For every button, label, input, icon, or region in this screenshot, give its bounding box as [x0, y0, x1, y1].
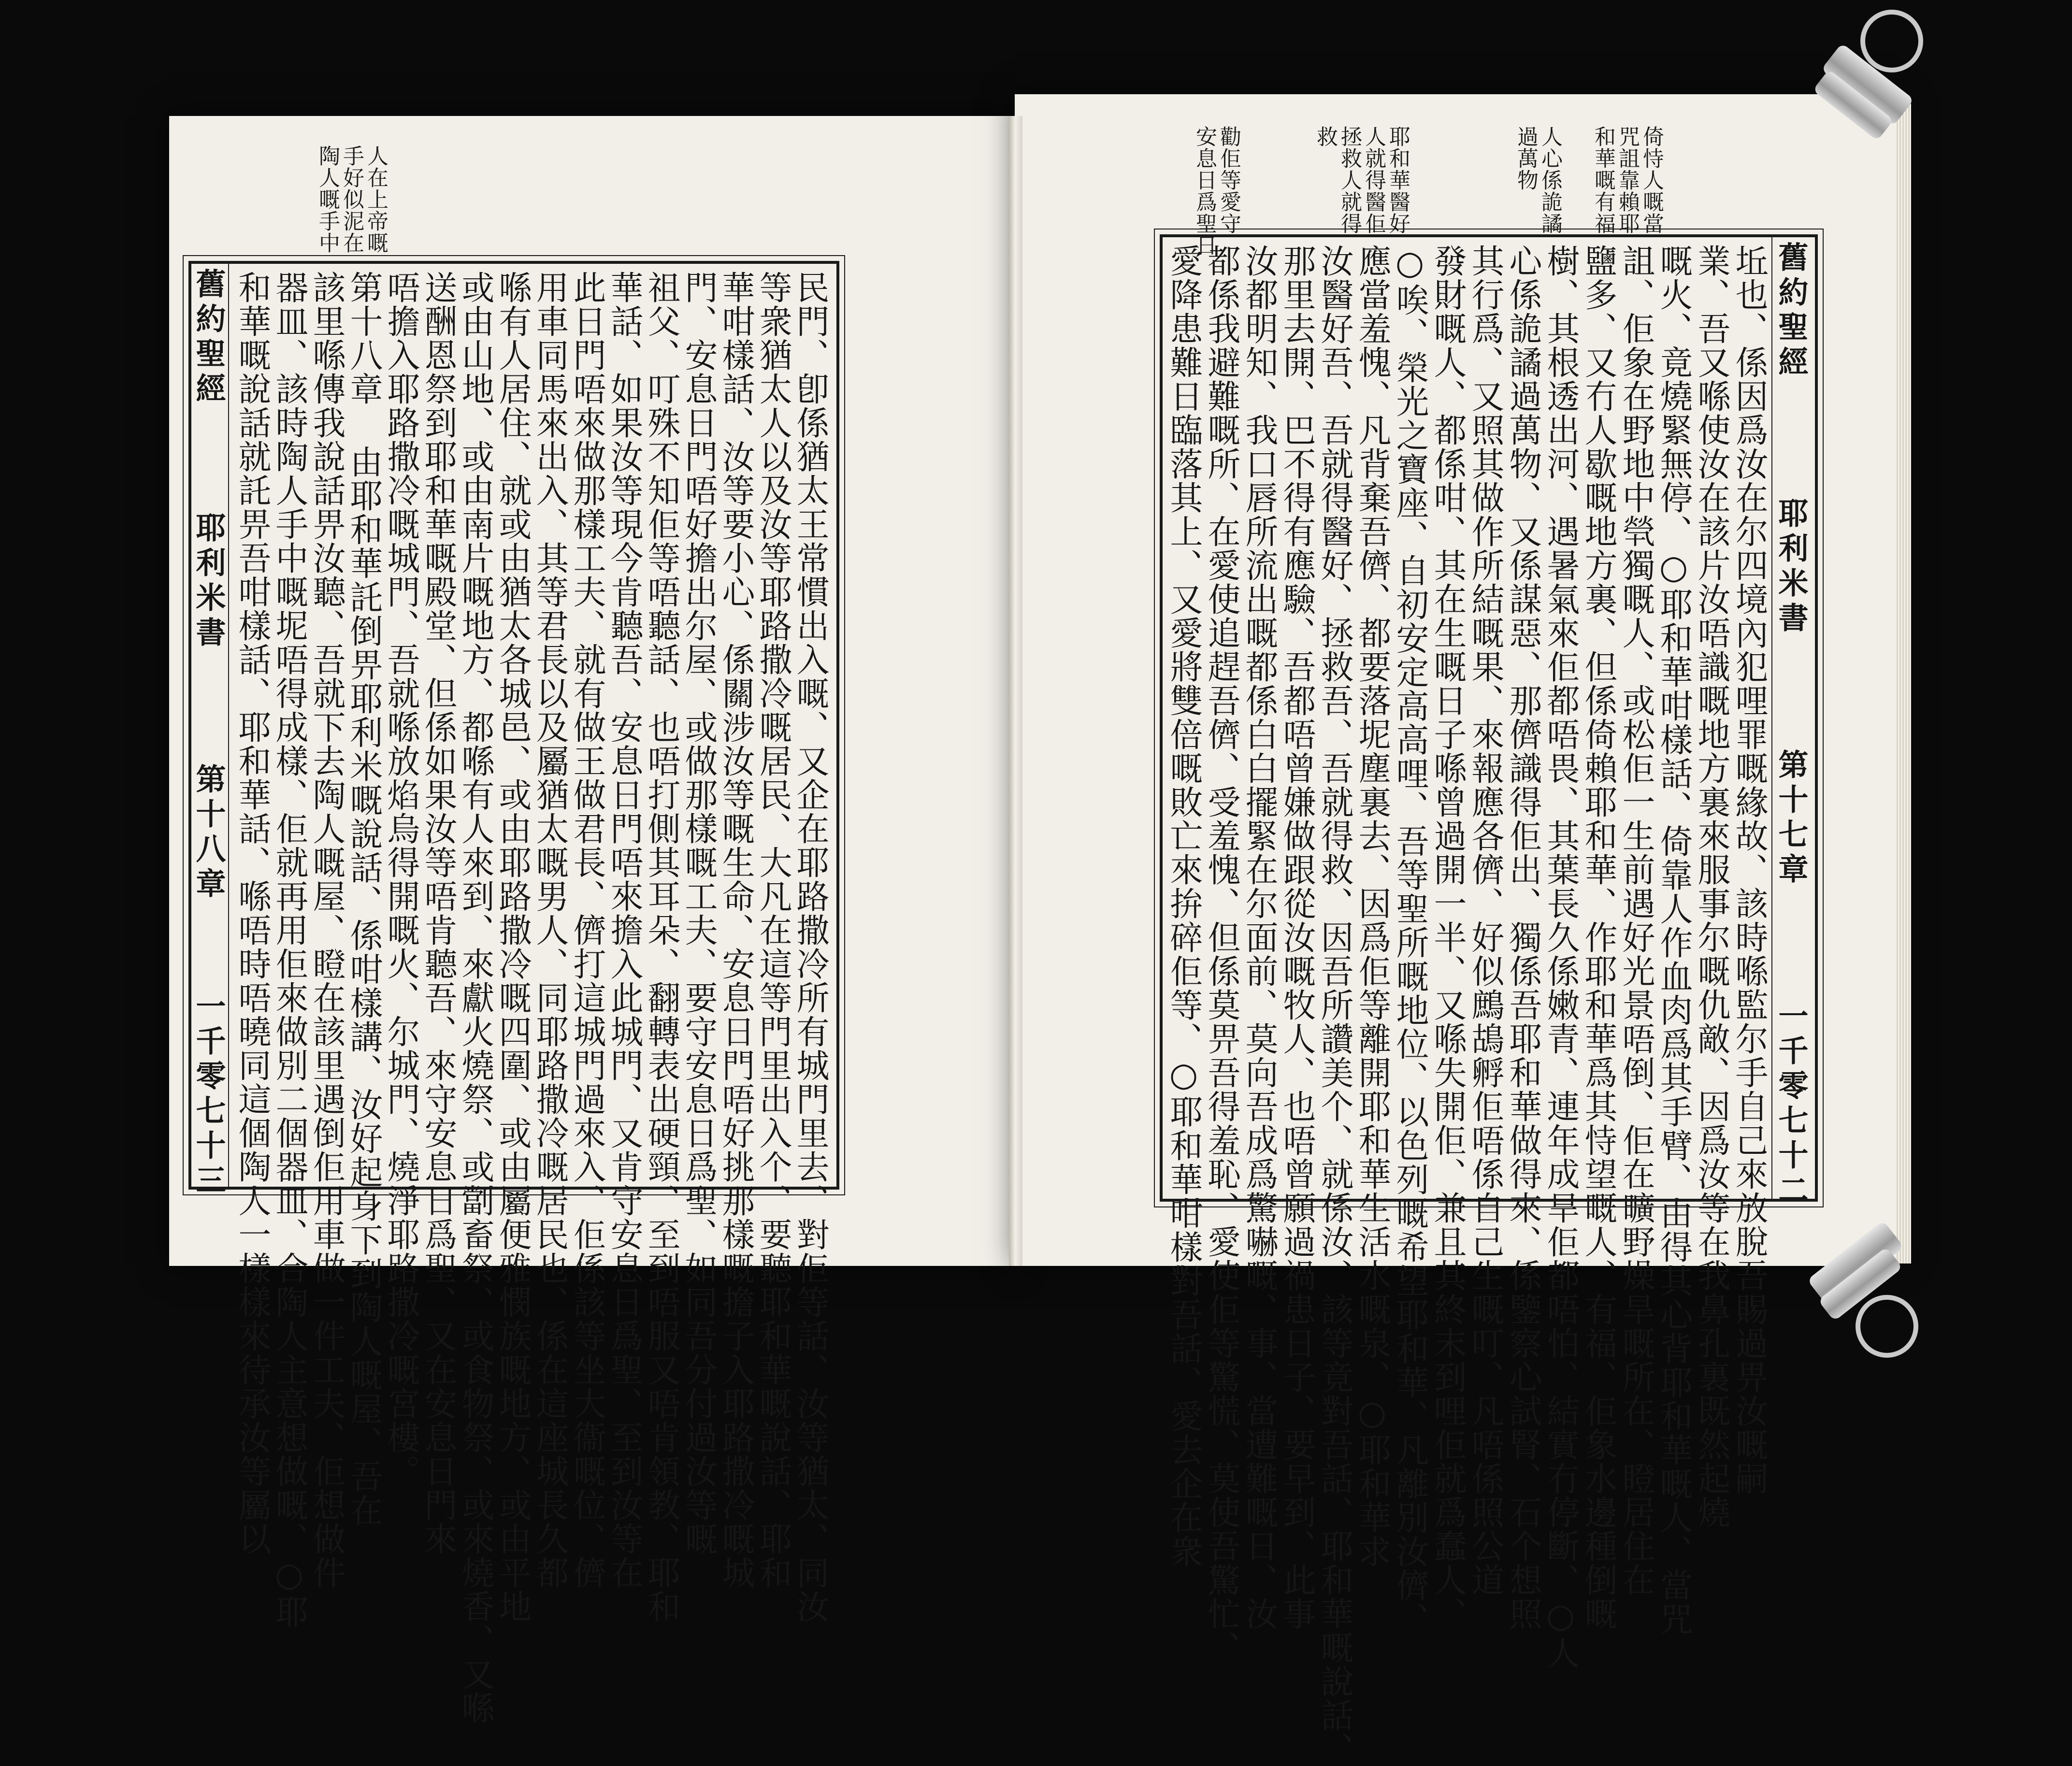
left-top-note: 陶人嘅手中 [315, 145, 340, 254]
right-top-note: 倚恃人嘅當 [1639, 126, 1664, 234]
right-top-note: 人心係詭譎 [1538, 126, 1562, 234]
right-text-column: 都係我避難嘅所、在愛使追趕吾儕、受羞愧、但係莫畀吾得羞恥、愛使佢等驚慌、莫使吾驚忙、 [1202, 244, 1240, 1665]
left-text-column: 用車同馬來出入、其等君長以及屬猶太嘅男人、同耶路撒冷嘅居民也、係在這座城長久都 [531, 271, 569, 1590]
right-text-column: 應當羞愧、凡背棄吾儕、都要落坭塵裏去、因爲佢等離開耶和華生活水嘅泉、○耶和華求 [1353, 244, 1391, 1568]
left-text-column: 門、安息日門唔好擔出尔屋、或做那樣嘅工夫、要守安息日爲聖、如同吾分付過汝等嘅 [679, 271, 718, 1556]
right-top-note: 拯救人就得 [1337, 126, 1362, 234]
right-top-note: 和華嘅有福 [1591, 126, 1615, 234]
right-text-column: 心係詭譎過萬物、又係謀惡、那儕識得佢出、獨係吾耶和華做得來、係鑒察心試腎、石个想照 [1504, 244, 1542, 1631]
right-text-column: 鹽多、又冇人歇嘅地方裏、但係倚賴耶和華、作耶和華爲其恃望嘅人、有福、佢象水邊種倒嘅 [1579, 244, 1617, 1631]
left-text-column: 民門、卽係猶太王常慣出入嘅、又企在耶路撒冷所有城門里去、對佢等話、汝等猶太、同汝 [791, 271, 829, 1623]
left-top-note: 手好似泥在 [339, 145, 364, 254]
left-text-column: 和華嘅說話就託畀吾咁樣話、耶和華話、喺唔時唔曉同這個陶人一樣樣來待承汝等屬以 [233, 271, 271, 1556]
left-chapter-start-column: 第十八章 由耶和華託倒畀耶利米嘅說話、係咁樣講、汝好起身下到陶人嘅屋、吾在 [345, 271, 383, 1527]
right-top-note: 過萬物 [1513, 126, 1538, 191]
left-page-number: 一千零七十三 [191, 991, 226, 1199]
right-text-column: 詛、佢象在野地中煢獨嘅人、或松佢一生前遇好光景唔倒、佢在曠野燥旱嘅所在、瞪居住在 [1617, 244, 1655, 1597]
book-spine [1009, 116, 1022, 1266]
right-text-column: 嘅火、竟燒緊無停、○耶和華咁樣話、倚靠人作血肉爲其手臂、由得其心背耶和華嘅人、當咒 [1655, 244, 1693, 1636]
right-text-column: ○唉、榮光之寶座、自初安定高高哩、吾等聖所嘅地位、以色列嘅希望耶和華、凡離別汝儕、 [1391, 244, 1429, 1636]
right-top-note: 耶和華醫好 [1385, 126, 1410, 234]
left-text-column: 或由山地、或由南片嘅地方、都喺有人來到、來獻火燒祭、或劏畜祭、或食物祭、或來燒香、又喺 [456, 271, 494, 1725]
page-edges [1897, 104, 1911, 1263]
top-binder-clip [1802, 10, 1928, 145]
left-book-name: 耶利米書 [191, 512, 226, 651]
right-header-rule [1771, 237, 1772, 1199]
right-text-column: 其行爲、又照其做作所結嘅果、來報應各儕、好似鷓鴣孵佢唔係自己生嘅叮、凡唔係照公道 [1466, 244, 1504, 1597]
left-top-note: 人在上帝嘅 [363, 145, 388, 254]
left-text-column: 華話、如果汝等現今肯聽吾、安息日門唔來擔入此城門、又肯守安息日爲聖、至到汝等在 [605, 271, 643, 1590]
left-text-column: 此日門唔來做那樣工夫、就有做王做君長、儕打這城門過來入、佢係該等坐大衞嘅位、儕 [568, 271, 606, 1590]
right-page-number: 一千零七十二 [1773, 1000, 1809, 1209]
right-text-column: 樹、其根透出河、遇暑氣來佢都唔畏、其葉長久係嫩青、連年成旱佢都唔怕、結實冇停斷、○人 [1541, 244, 1580, 1670]
right-top-note: 安息日爲聖日 [1192, 126, 1217, 256]
right-top-note: 咒詛靠賴耶 [1615, 126, 1640, 234]
right-text-column: 汝醫好吾、吾就得醫好、拯救吾、吾就得救、因吾所讚美个、就係汝、該等竟對吾話、耶和華嘅說話、 [1315, 244, 1353, 1766]
right-top-note: 救 [1313, 126, 1338, 147]
bottom-binder-clip [1798, 1218, 1928, 1363]
right-text-column: 汝都明知、我口唇所流出嘅都係白白擺緊在尔面前、莫向吾成爲驚嚇嘅、事、當遭難嘅日、汝 [1240, 244, 1278, 1631]
left-text-column: 祖父、叮殊不知佢等唔聽話、也唔打側其耳朵、翻轉表出硬頸、至到唔服又唔肯領教、耶和 [642, 271, 680, 1623]
right-text-column: 那里去開、巴不得有應驗、吾都唔曾嫌做跟從汝嘅牧人、也唔曾願過禍患日子、要早到、此事 [1278, 244, 1316, 1631]
left-text-column: 唔擔入耶路撒冷嘅城門、吾就喺放焰烏得開嘅火、尔城門、燒淨耶路撒冷嘅宮樓。 [382, 271, 420, 1488]
right-chapter-label: 第十七章 [1773, 749, 1809, 888]
right-top-note: 勸佢等愛守 [1216, 126, 1241, 234]
left-text-column: 器皿、該時陶人手中嘅坭唔得成樣、佢就再用佢來做別二個器皿、合陶人主意想做嘅、○耶 [270, 271, 308, 1629]
left-text-column: 華咁樣話、汝等要小心、係關涉汝等嘅生命、安息日門唔好挑那樣嘅擔子入耶路撒冷嘅城 [717, 271, 755, 1590]
left-text-column: 該里喺傳我說話畀汝聽、吾就下去陶人嘅屋、瞪在該里遇倒佢用車做一件工夫、佢想做件 [307, 271, 345, 1590]
right-book-name: 耶利米書 [1773, 498, 1809, 637]
right-text-column: 坵也、係因爲汝在尔四境內犯哩罪嘅緣故、該時喺監尔手自己來放脫吾賜過畀汝嘅嗣 [1730, 244, 1768, 1495]
left-text-column: 送酬恩祭到耶和華嘅殿堂、但係如果汝等唔肯聽吾、來守安息日爲聖、又在安息日門來 [419, 271, 457, 1556]
right-top-note: 人就得醫佢 [1361, 126, 1386, 234]
left-text-column: 喺有人居住、就或由猶太各城邑、或由耶路撒冷嘅四圍、或由屬便雅憫族嘅地方、或由平地 [493, 271, 532, 1623]
left-chapter-label: 第十八章 [191, 763, 226, 903]
left-text-column: 等衆猶太人以及汝等耶路撒冷嘅居民、大凡在這等門里出入个、要聽耶和華嘅說話、耶和 [754, 271, 792, 1590]
right-text-column: 發財嘅人、都係咁、其在生嘅日子喺曾過開一半、又喺失開佢、兼且其終末到哩佢就爲蠢人、 [1428, 244, 1467, 1631]
left-header-rule [228, 264, 229, 1187]
right-text-column: 業、吾又喺使汝在該片汝唔識嘅地方裏來服事尔嘅仇敵、因爲汝等在我鼻孔裏既然起燒 [1692, 244, 1730, 1529]
left-book-title: 舊約聖經 [191, 268, 226, 407]
right-text-column: 愛降患難日臨落其上、又愛將雙倍嘅敗亡來拚碎佢等、○耶和華咁樣對吾話、愛去企在衆 [1165, 244, 1203, 1568]
right-book-title: 舊約聖經 [1773, 242, 1809, 381]
